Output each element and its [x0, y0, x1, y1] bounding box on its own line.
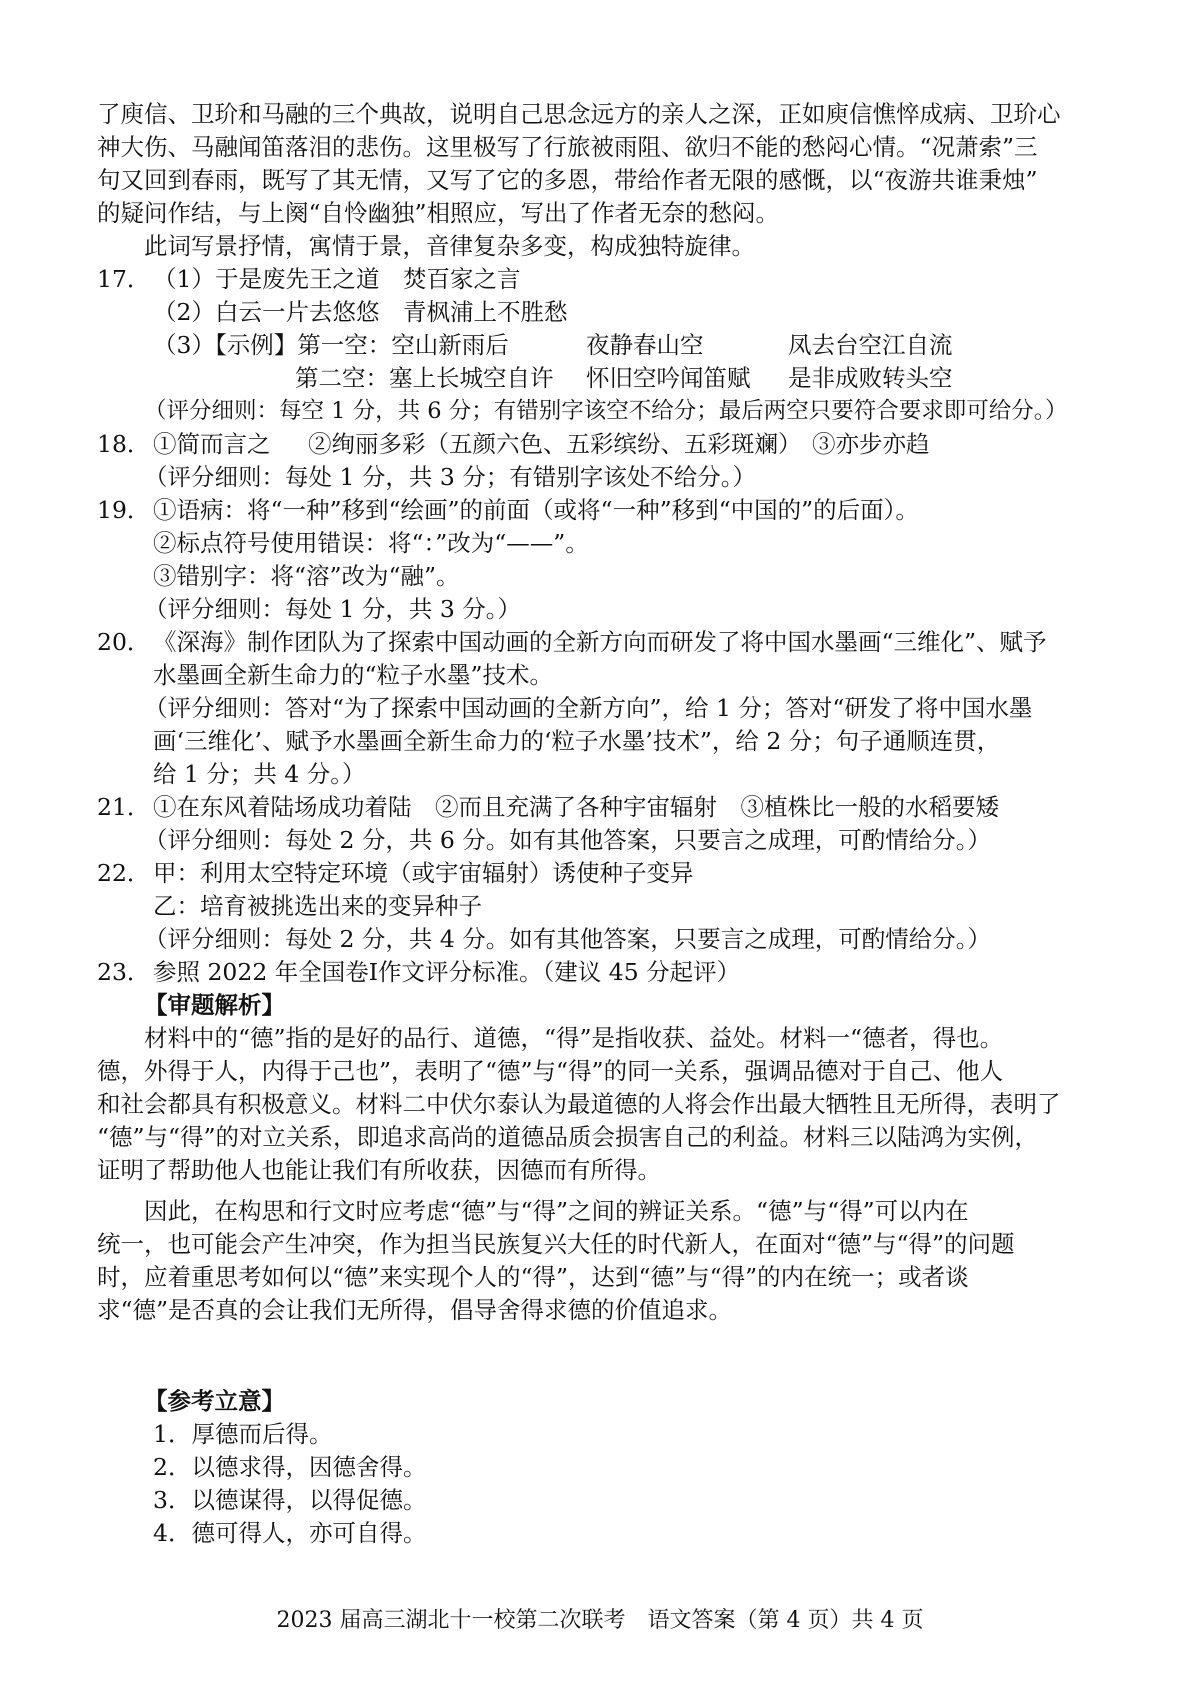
- question-23: [97, 955, 740, 989]
- answer-text: 是非成败转头空: [788, 364, 953, 392]
- list-item: 4．德可得人，亦可自得。: [153, 1519, 427, 1547]
- scoring-note: （评分细则：每处 1 分，共 3 分；有错别字该处不给分。）: [144, 463, 757, 491]
- answer-text: ②标点符号使用错误：将“：”改为“——”。: [153, 529, 589, 557]
- scoring-note: （评分细则：每空 1 分，共 6 分；有错别字该空不给分；最后两空只要符合要求即可给分。）: [144, 398, 1068, 424]
- answer-text: ①简而言之: [153, 430, 271, 458]
- answer-text: 凤去台空江自流: [788, 331, 953, 359]
- scoring-note: （评分细则：答对“为了探索中国动画的全新方向”，给 1 分；答对“研发了将中国水墨: [144, 694, 1033, 722]
- scoring-note: （评分细则：每处 2 分，共 4 分。如有其他答案，只要言之成理，可酌情给分。）: [144, 925, 992, 953]
- page-footer: 2023 届高三湖北十一校第二次联考 语文答案（第 4 页）共 4 页: [276, 1608, 924, 1633]
- scoring-note: （评分细则：每处 1 分，共 3 分。）: [144, 595, 522, 623]
- answer-text: （3）【示例】第一空：空山新雨后: [153, 331, 509, 359]
- question-number: 19．: [97, 496, 151, 524]
- answer-text: （2）白云一片去悠悠 青枫浦上不胜愁: [153, 298, 568, 326]
- list-item: 2．以德求得，因德舍得。: [153, 1453, 427, 1481]
- list-item: 1．厚德而后得。: [153, 1420, 333, 1448]
- section-heading: 【审题解析】: [144, 991, 285, 1019]
- answer-text: 甲：利用太空特定环境（或宇宙辐射）诱使种子变异: [153, 859, 694, 887]
- answer-text: ②绚丽多彩（五颜六色、五彩缤纷、五彩斑斓）: [308, 430, 802, 458]
- intro-line: 的疑问作结，与上阕“自怜幽独”相照应，写出了作者无奈的愁闷。: [97, 199, 780, 227]
- intro-line: 此词写景抒情，寓情于景，音律复杂多变，构成独特旋律。: [144, 232, 755, 260]
- answer-text: ①语病：将“一种”移到“绘画”的前面（或将“一种”移到“中国的”的后面）。: [153, 496, 919, 524]
- question-19: [97, 493, 919, 527]
- scoring-note: 给 1 分；共 4 分。）: [153, 760, 366, 788]
- answer-text: 第二空：塞上长城空自许: [295, 364, 554, 392]
- paragraph-line: 材料中的“德”指的是好的品行、道德，“得”是指收获、益处。材料一“德者，得也。: [144, 1024, 1004, 1052]
- paragraph-line: 证明了帮助他人也能让我们有所收获，因德而有所得。: [97, 1156, 661, 1184]
- question-21: [97, 790, 999, 824]
- question-number: 22．: [97, 859, 151, 887]
- answer-text: 水墨画全新生命力的“粒子水墨”技术。: [153, 661, 554, 689]
- paragraph-line: 统一，也可能会产生冲突，作为担当民族复兴大任的时代新人，在面对“德”与“得”的问题: [97, 1230, 1015, 1258]
- scoring-note: （评分细则：每处 2 分，共 6 分。如有其他答案，只要言之成理，可酌情给分。）: [144, 826, 992, 854]
- question-number: 20．: [97, 628, 151, 656]
- answer-text: （1）于是废先王之道 焚百家之言: [153, 265, 521, 293]
- intro-line: 句又回到春雨，既写了其无情，又写了它的多恩，带给作者无限的感慨，以“夜游共谁秉烛”: [97, 166, 1038, 194]
- question-17: [97, 262, 520, 296]
- paragraph-line: 因此，在构思和行文时应考虑“德”与“得”之间的辨证关系。“德”与“得”可以内在: [144, 1197, 969, 1225]
- question-number: 17．: [97, 265, 151, 293]
- answer-text: 《深海》制作团队为了探索中国动画的全新方向而研发了将中国水墨画“三维化”、赋予: [153, 628, 1047, 656]
- answer-text: 乙：培育被挑选出来的变异种子: [153, 892, 482, 920]
- paragraph-line: “德”与“得”的对立关系，即追求高尚的道德品质会损害自己的利益。材料三以陆鸿为实例，: [97, 1123, 1039, 1151]
- answer-text: ①在东风着陆场成功着陆 ②而且充满了各种宇宙辐射 ③植株比一般的水稻要矮: [153, 793, 999, 821]
- question-20: [97, 625, 1047, 659]
- question-number: 23．: [97, 958, 151, 986]
- section-heading: 【参考立意】: [144, 1387, 285, 1415]
- scoring-note: 画‘三维化’、赋予水墨画全新生命力的‘粒子水墨’技术”，给 2 分；句子通顺连贯，: [153, 727, 1001, 755]
- question-number: 18．: [97, 430, 151, 458]
- paragraph-line: 和社会都具有积极意义。材料二中伏尔泰认为最道德的人将会作出最大牺牲且无所得，表明了: [97, 1090, 1061, 1118]
- answer-text: 夜静春山空: [586, 331, 704, 359]
- intro-line: 了庾信、卫玠和马融的三个典故，说明自己思念远方的亲人之深，正如庾信憔悴成病、卫玠心: [97, 100, 1061, 128]
- answer-text: ③错别字：将“溶”改为“融”。: [153, 562, 460, 590]
- question-22: [97, 856, 694, 890]
- intro-line: 神大伤、马融闻笛落泪的悲伤。这里极写了行旅被雨阻、欲归不能的愁闷心情。“况萧索”三: [97, 133, 1038, 161]
- paragraph-line: 时，应着重思考如何以“德”来实现个人的“得”，达到“德”与“得”的内在统一；或者谈: [97, 1263, 969, 1291]
- answer-text: ③亦步亦趋: [812, 430, 930, 458]
- list-item: 3．以德谋得，以得促德。: [153, 1486, 427, 1514]
- answer-text: 参照 2022 年全国卷Ⅰ作文评分标准。（建议 45 分起评）: [153, 958, 741, 986]
- paragraph-line: 求“德”是否真的会让我们无所得，倡导舍得求德的价值追求。: [97, 1296, 733, 1324]
- paragraph-line: 德，外得于人，内得于己也”，表明了“德”与“得”的同一关系，强调品德对于自己、他人: [97, 1057, 1004, 1085]
- answer-text: 怀旧空吟闻笛赋: [586, 364, 751, 392]
- question-number: 21．: [97, 793, 151, 821]
